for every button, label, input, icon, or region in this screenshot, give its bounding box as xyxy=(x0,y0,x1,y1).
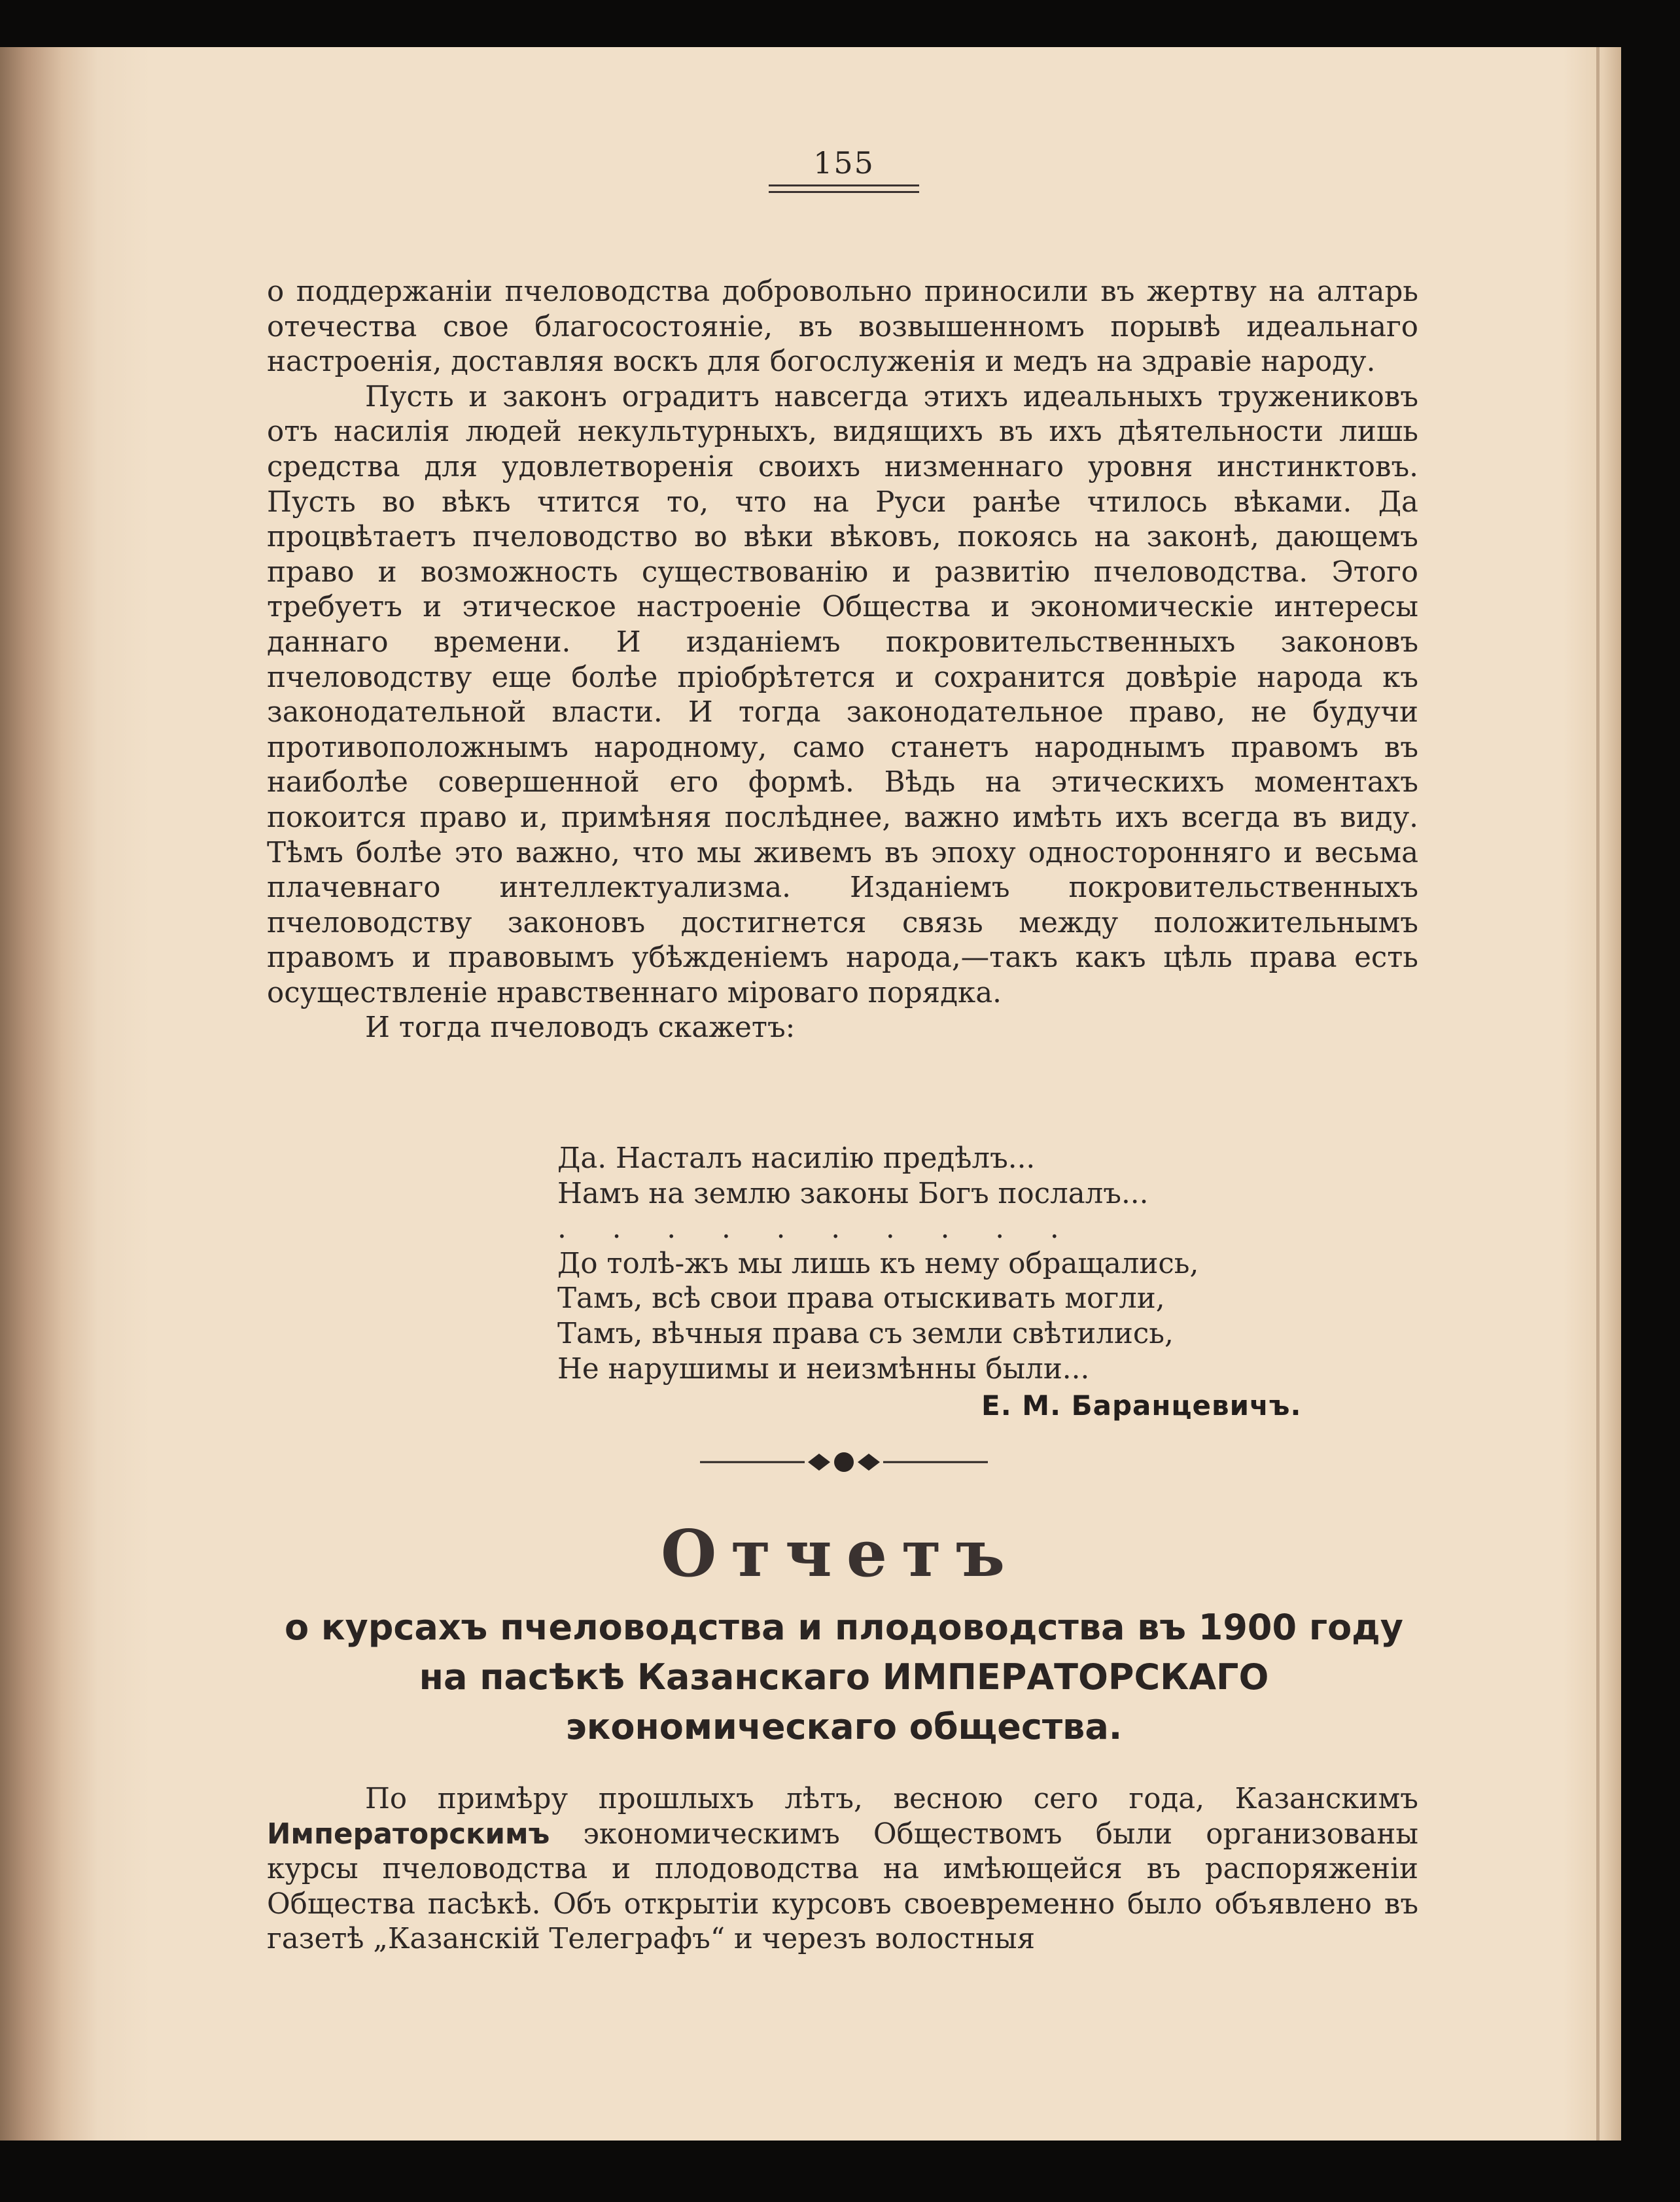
verse-line: Тамъ, вѣчныя права съ земли свѣтились, xyxy=(557,1317,1174,1350)
page-header xyxy=(746,145,942,193)
page-gutter-shadow xyxy=(1596,47,1600,2141)
verse-line: Да. Насталъ насилію предѣлъ... xyxy=(557,1142,1036,1175)
report-paragraph-start: По примѣру прошлыхъ лѣтъ, весною сего года, Казанскимъ xyxy=(365,1783,1418,1815)
verse-ellipsis: . . . . . . . . . . xyxy=(557,1212,1077,1246)
report-subtitle: о курсахъ пчеловодства и плодоводства въ 1900 году на пасѣкѣ Казанскаго ИМПЕРАТОРСКАГО экономическаго общества. xyxy=(285,1607,1403,1747)
verse-line: Не нарушимы и неизмѣнны были... xyxy=(557,1352,1090,1386)
header-rule xyxy=(769,184,919,186)
verse-line: Тамъ, всѣ свои права отыскивать могли, xyxy=(557,1282,1165,1316)
verse-intro: И тогда пчеловодъ скажетъ: xyxy=(365,1011,796,1045)
verse-line: Намъ на землю законы Богъ послалъ... xyxy=(557,1177,1149,1210)
report-title: Отчетъ xyxy=(660,1516,1020,1592)
report-paragraph-rest: экономическимъ Обществомъ были организованы курсы пчеловодства и плодоводства на имѣющейся въ распоряженіи Общества пасѣкѣ. Объ открытіи курсовъ своевременно было объявлено въ газетѣ „Казанскій Телеграфъ“ и черезъ волостныя xyxy=(267,1817,1418,1956)
verse-block xyxy=(557,1142,1199,1387)
main-paragraph: Пусть и законъ оградитъ навсегда этихъ идеальныхъ тружениковъ отъ насилія людей некультурныхъ, видящихъ въ ихъ дѣятельности лишь средства для удовлетворенія своихъ низменнаго уровня инстинктовъ. Пусть во вѣкъ чтится то, что на Руси ранѣе чтилось вѣками. Да процвѣтаетъ пчеловодство во вѣки вѣковъ, покоясь на законѣ, дающемъ право и возможность существованію и развитію пчеловодства. Этого требуетъ и этическое настроеніе Общества и экономическіе интересы даннаго времени. И изданіемъ покровительственныхъ законовъ пчеловодству еще болѣе пріобрѣтется и сохранится довѣріе народа къ законодательной власти. И тогда законодательное право, не будучи противоположнымъ народному, само станетъ народнымъ правомъ въ наиболѣе совершенной его формѣ. Вѣдь на этическихъ моментахъ покоится право и, примѣняя послѣднее, важно имѣть ихъ всегда въ виду. Тѣмъ болѣе это важно, что мы живемъ въ эпоху односторонняго и весьма плачевнаго интеллектуализма. Изданіемъ покровительственныхъ пчеловодству законовъ достигнется связь между положительнымъ правомъ и правовымъ убѣжденіемъ народа,—такъ какъ цѣль права есть осуществленіе нравственнаго міроваго порядка. xyxy=(267,380,1418,1009)
emphasized-word: Императорскимъ xyxy=(267,1817,550,1851)
page-number: 155 xyxy=(813,145,875,181)
author-signature: Е. М. Баранцевичъ. xyxy=(981,1389,1302,1422)
continuation-paragraph: о поддержаніи пчеловодства добровольно приносили въ жертву на алтарь отечества свое благосостояніе, въ возвышенномъ порывѣ идеальнаго настроенія, доставляя воскъ для богослуженія и медъ на здравіе народу. xyxy=(267,275,1418,379)
divider-ornament-icon xyxy=(693,1446,994,1478)
report-body xyxy=(267,1782,1418,1957)
article-body xyxy=(267,275,1418,1046)
report-paragraph xyxy=(267,1782,1418,1957)
header-rule-second xyxy=(769,191,919,193)
verse-line: До толѣ-жъ мы лишь къ нему обращались, xyxy=(557,1247,1199,1280)
